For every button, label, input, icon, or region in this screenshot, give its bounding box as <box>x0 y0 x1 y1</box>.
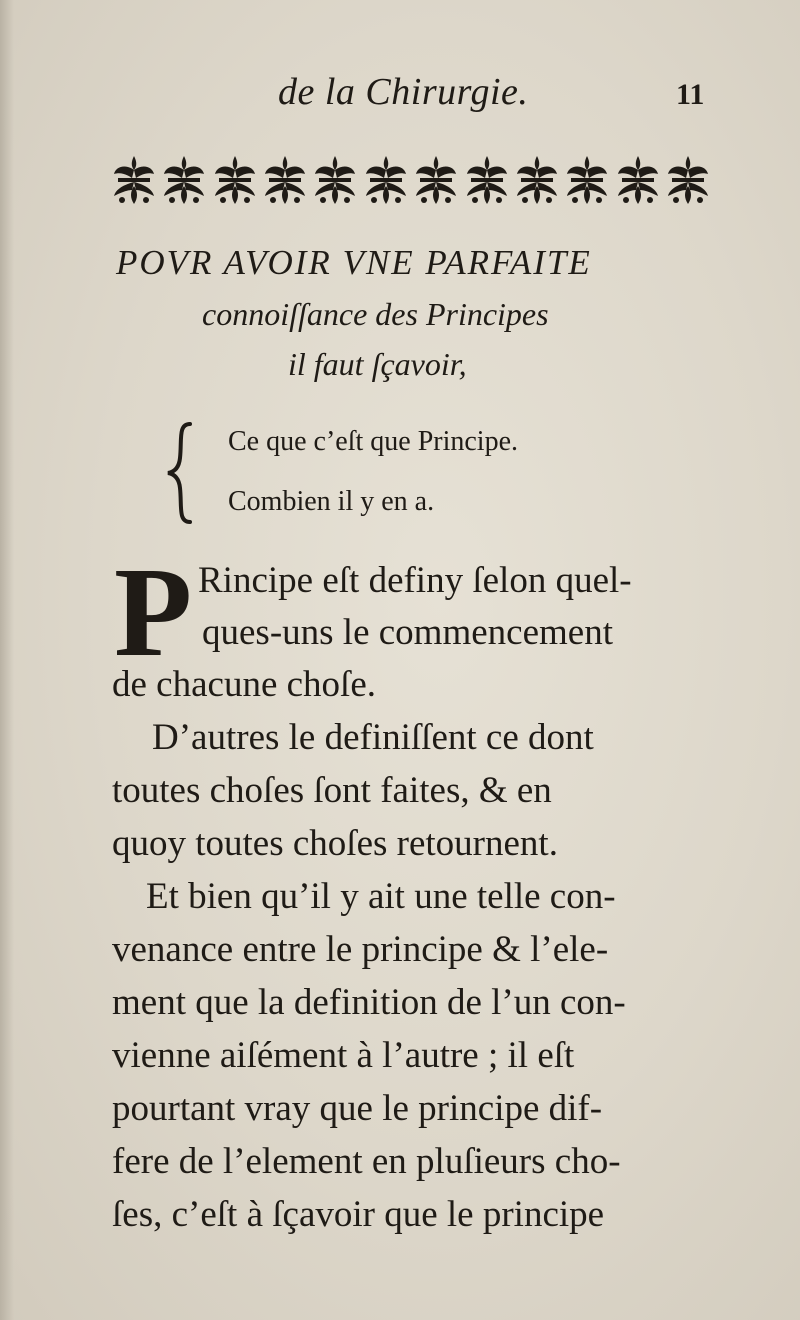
fleuron-ornament <box>515 154 559 206</box>
text-line: fere de l’element en pluſieurs cho- <box>112 1141 621 1182</box>
section-heading-line-1: POVR AVOIR VNE PARFAITE <box>116 243 592 282</box>
text-line: de chacune choſe. <box>112 664 376 705</box>
text-line: Rincipe eſt definy ſelon quel- <box>198 560 632 601</box>
running-title: de la Chirurgie. <box>278 71 529 113</box>
fleuron-ornament <box>465 154 509 206</box>
section-heading-line-3: il faut ſçavoir, <box>288 346 467 382</box>
text-line: D’autres le definiſſent ce dont <box>152 717 594 758</box>
fleuron-ornament <box>565 154 609 206</box>
text-line: venance entre le principe & l’ele- <box>112 929 609 970</box>
text-line: vienne aiſément à l’autre ; il eſt <box>112 1035 575 1076</box>
text-line: pourtant vray que le principe dif- <box>112 1088 603 1129</box>
page-header <box>0 70 800 120</box>
fleuron-ornament <box>414 154 458 206</box>
fleuron-ornament <box>364 154 408 206</box>
fleuron-ornament <box>162 154 206 206</box>
fleuron-ornament <box>213 154 257 206</box>
text-line: ment que la definition de l’un con- <box>112 982 626 1023</box>
page-edge-shadow <box>0 0 14 1320</box>
fleuron-ornament <box>112 154 156 206</box>
section-heading-line-2: connoiſſance des Principes <box>202 296 549 332</box>
text-line: ques-uns le commencement <box>202 612 613 653</box>
list-item: Ce que c’eſt que Principe. <box>228 426 519 457</box>
drop-cap: P <box>114 541 193 683</box>
fleuron-ornament <box>666 154 710 206</box>
text-line: ſes, c’eſt à ſçavoir que le principe <box>112 1194 605 1235</box>
brace-icon <box>160 418 200 528</box>
ornamental-headpiece <box>112 152 710 208</box>
text-line: Et bien qu’il y ait une telle con- <box>146 876 616 917</box>
text-line: quoy toutes choſes retournent. <box>112 823 558 864</box>
fleuron-ornament <box>263 154 307 206</box>
text-line: toutes choſes ſont faites, & en <box>112 770 552 811</box>
fleuron-ornament <box>313 154 357 206</box>
fleuron-ornament <box>616 154 660 206</box>
page-number: 11 <box>676 78 705 111</box>
list-item: Combien il y en a. <box>228 486 435 517</box>
